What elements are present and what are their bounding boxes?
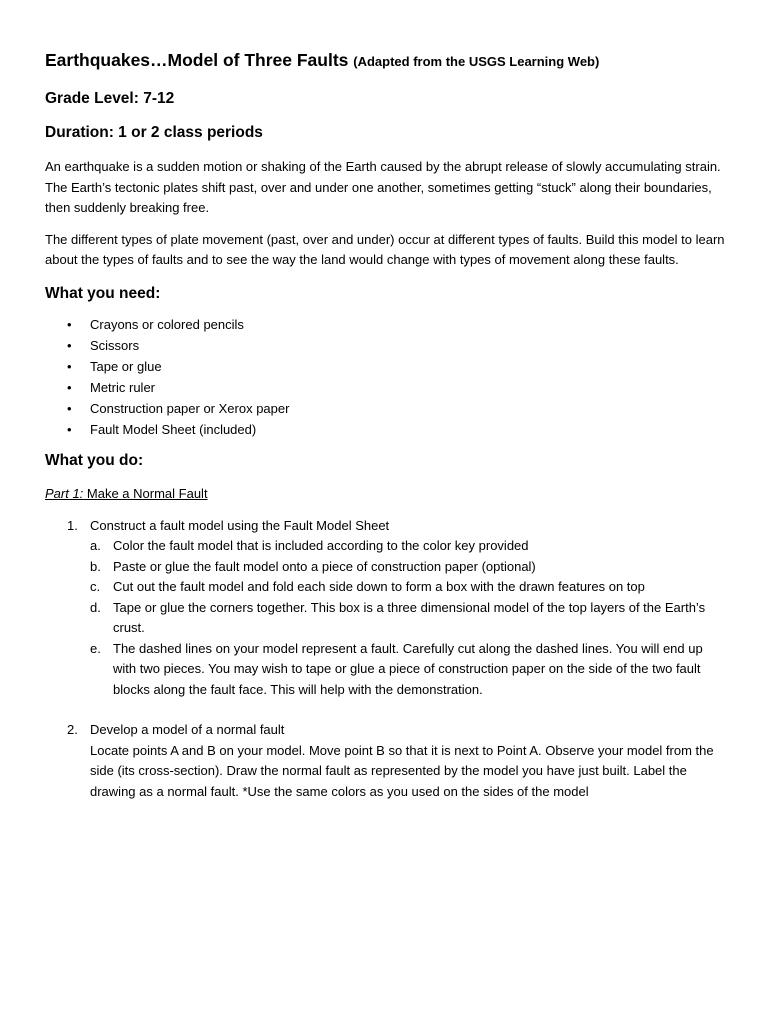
bullet-icon: • (67, 337, 72, 353)
part-label: Part 1: (45, 485, 84, 501)
bullet-icon: • (67, 358, 72, 374)
step-number: 1. (67, 517, 78, 533)
bullet-icon: • (67, 316, 72, 332)
materials-list (45, 314, 728, 440)
part-1-heading (45, 484, 728, 504)
step-body: Locate points A and B on your model. Move point B so that it is next to Point A. Observe your model from the side (its cross-section). Draw the normal fault as represented by the model you have just built. Label the drawing as a normal fault. *Use the same colors as you used on the sides of the model (90, 742, 714, 799)
step-text: Construct a fault model using the Fault Model Sheet (90, 517, 390, 533)
what-you-need-heading: What you need: (45, 284, 161, 302)
sub-step: d. Tape or glue the corners together. This box is a three dimensional model of the top layers of the Earth’s crust. (90, 599, 706, 635)
bullet-icon: • (67, 421, 72, 437)
sub-steps-list (90, 536, 728, 700)
part-title: Make a Normal Fault (83, 485, 208, 501)
list-item: • Crayons or colored pencils (45, 314, 728, 335)
bullet-icon: • (67, 400, 72, 416)
list-item: • Scissors (45, 335, 728, 356)
sub-step: e. The dashed lines on your model represent a fault. Carefully cut along the dashed lines. You will end up with two pieces. You may wish to tape or glue a piece of construction paper on the side of the two fault blocks along the fault face. This will help with the demonstration. (90, 640, 703, 697)
sub-step: c. Cut out the fault model and fold each side down to form a box with the drawn features on top (90, 579, 645, 594)
grade-level: Grade Level: 7-12 (45, 90, 175, 107)
steps-list (45, 516, 728, 803)
what-you-do-heading: What you do: (45, 451, 144, 469)
duration: Duration: 1 or 2 class periods (45, 124, 263, 141)
step-text: Develop a model of a normal fault (90, 722, 285, 737)
title-source: (Adapted from the USGS Learning Web) (353, 54, 600, 69)
intro-paragraph-1: An earthquake is a sudden motion or shaking of the Earth caused by the abrupt release of slowly accumulating strain. The Earth’s tectonic plates shift past, over and under one another, sometimes getting “stuck” along their boundaries, then suddenly breaking free. (45, 159, 721, 215)
bullet-icon: • (67, 379, 72, 395)
step-1 (45, 516, 728, 701)
sub-step: b. Paste or glue the fault model onto a piece of construction paper (optional) (90, 558, 536, 574)
sub-step: a. Color the fault model that is included according to the color key provided (90, 538, 529, 553)
document-title (45, 48, 728, 74)
intro-paragraph-2: The different types of plate movement (past, over and under) occur at different types of faults. Build this model to learn about the types of faults and to see the way the land would change with types of movement along these faults. (45, 231, 725, 267)
list-item: • Fault Model Sheet (included) (45, 419, 728, 440)
title-main: Earthquakes…Model of Three Faults (45, 50, 349, 70)
step-number: 2. (67, 722, 78, 737)
list-item: • Metric ruler (45, 377, 728, 398)
list-item: • Construction paper or Xerox paper (45, 398, 728, 419)
step-2 (45, 720, 728, 802)
list-item: • Tape or glue (45, 356, 728, 377)
